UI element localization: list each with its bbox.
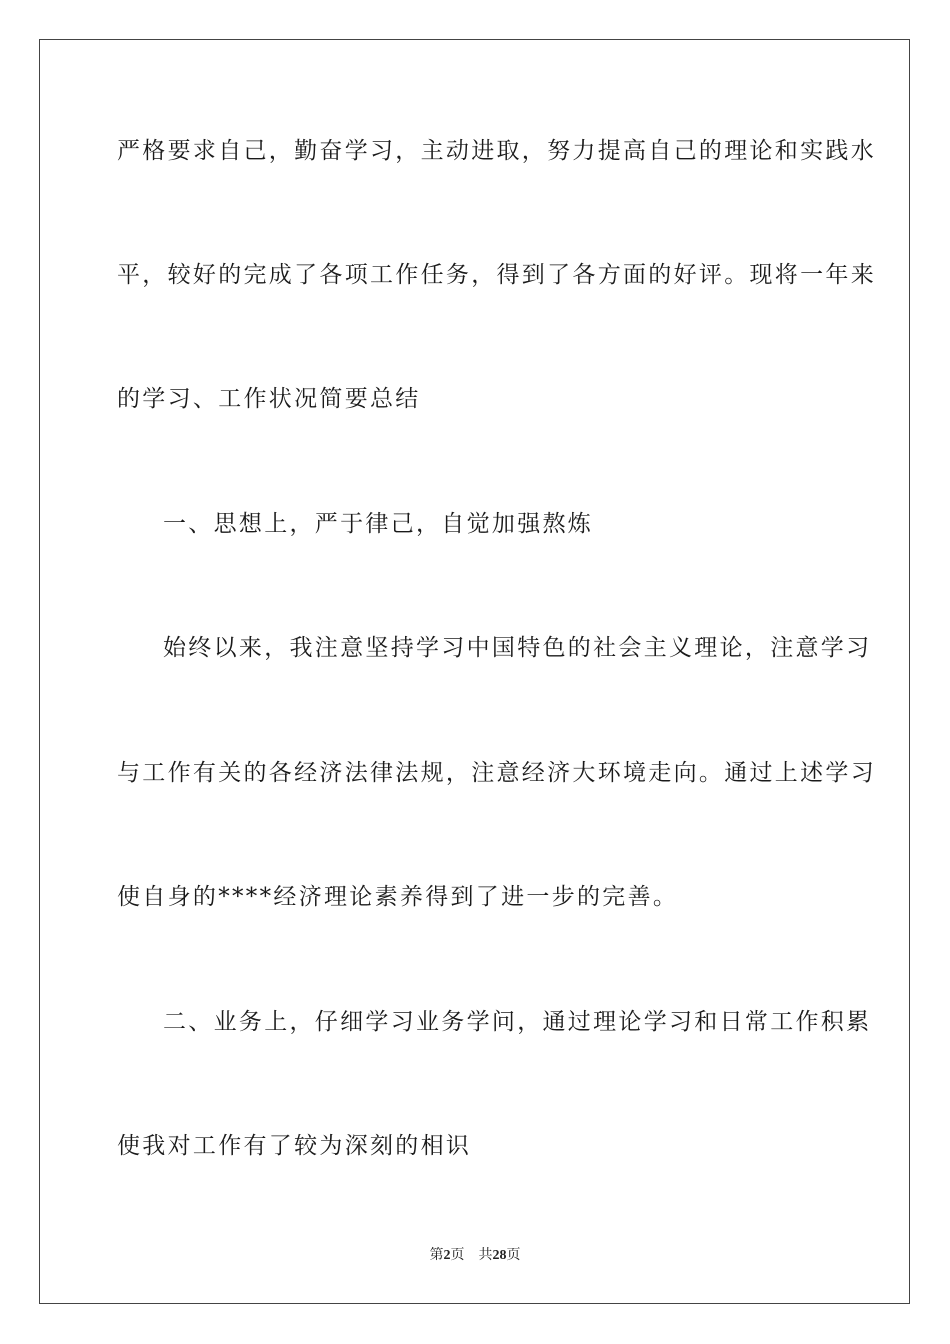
total-pages: 28 [492, 1248, 507, 1263]
body-text-line: 使自身的****经济理论素养得到了进一步的完善。 [117, 884, 679, 910]
page-footer [0, 1247, 950, 1265]
body-text-line: 平，较好的完成了各项工作任务，得到了各方面的好评。现将一年来 [117, 262, 876, 288]
total-label-prefix: 共 [478, 1248, 493, 1263]
body-text-line: 使我对工作有了较为深刻的相识 [117, 1133, 472, 1159]
page-label-prefix: 第 [429, 1248, 444, 1263]
section-heading: 二、业务上，仔细学习业务学问，通过理论学习和日常工作积累 [163, 1009, 872, 1035]
page-border [39, 39, 910, 1304]
page-number: 2 [443, 1248, 451, 1263]
body-text-line: 的学习、工作状况简要总结 [117, 386, 421, 412]
body-text-line: 与工作有关的各经济法律法规，注意经济大环境走向。通过上述学习 [117, 760, 876, 786]
body-text-line: 严格要求自己，勤奋学习，主动进取，努力提高自己的理论和实践水 [117, 138, 876, 164]
total-label-suffix: 页 [506, 1248, 521, 1263]
body-text-line: 始终以来，我注意坚持学习中国特色的社会主义理论，注意学习 [163, 635, 872, 661]
section-heading: 一、思想上，严于律己，自觉加强熬炼 [163, 511, 594, 537]
page-label-suffix: 页 [450, 1248, 465, 1263]
